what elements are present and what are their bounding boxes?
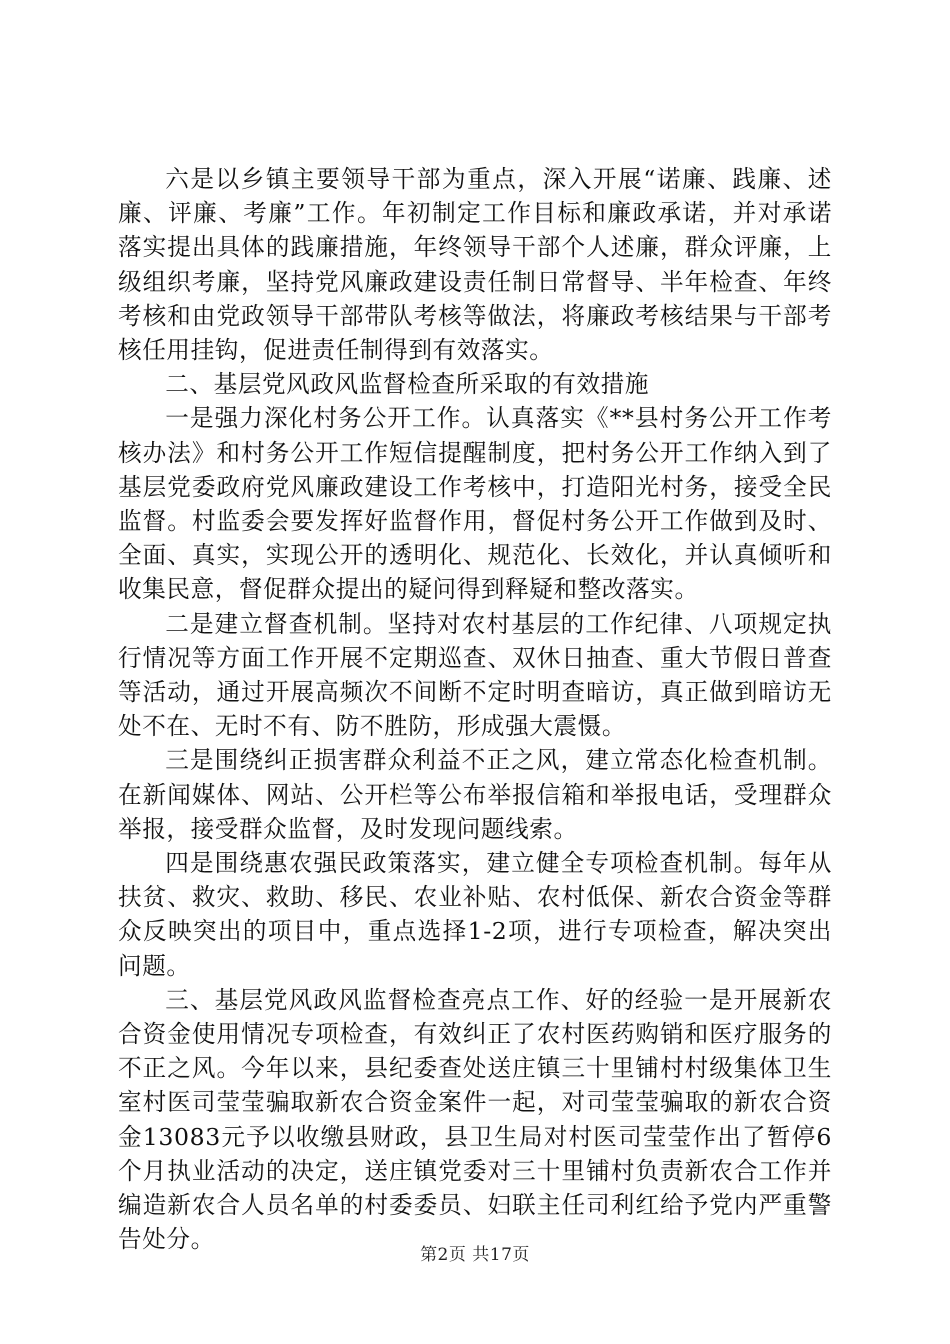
document-body [118, 162, 832, 1257]
paragraph-normalized-inspection: 三是围绕纠正损害群众利益不正之风，建立常态化检查机制。在新闻媒体、网站、公开栏等公布举报信箱和举报电话，受理群众举报，接受群众监督，及时发现问题线索。 [118, 746, 832, 843]
paragraph-village-affairs-openness: 一是强力深化村务公开工作。认真落实《**县村务公开工作考核办法》和村务公开工作短信提醒制度，把村务公开工作纳入到了基层党委政府党风廉政建设工作考核中，打造阳光村务，接受全民监督。村监委会要发挥好监督作用，督促村务公开工作做到及时、全面、真实，实现公开的透明化、规范化、长效化，并认真倾听和收集民意，督促群众提出的疑问得到释疑和整改落实。 [118, 404, 832, 604]
paragraph-highlights-experience: 三、基层党风政风监督检查亮点工作、好的经验一是开展新农合资金使用情况专项检查，有效纠正了农村医药购销和医疗服务的不正之风。今年以来，县纪委查处送庄镇三十里铺村村级集体卫生室村医司莹莹骗取新农合资金案件一起，对司莹莹骗取的新农合资金13083元予以收缴县财政，县卫生局对村医司莹莹作出了暂停6个月执业活动的决定，送庄镇党委对三十里铺村负责新农合工作并编造新农合人员名单的村委委员、妇联主任司利红给予党内严重警告处分。 [118, 985, 832, 1254]
paragraph-six-honesty-work: 六是以乡镇主要领导干部为重点，深入开展“诺廉、践廉、述廉、评廉、考廉”工作。年初制定工作目标和廉政承诺，并对承诺落实提出具体的践廉措施，年终领导干部个人述廉，群众评廉，上级组织考廉，坚持党风廉政建设责任制日常督导、半年检查、年终考核和由党政领导干部带队考核等做法，将廉政考核结果与干部考核任用挂钩，促进责任制得到有效落实。 [118, 165, 832, 365]
page-number-footer: 第2页 共17页 [420, 1245, 530, 1265]
paragraph-inspection-mechanism: 二是建立督查机制。坚持对农村基层的工作纪律、八项规定执行情况等方面工作开展不定期巡查、双休日抽查、重大节假日普查等活动，通过开展高频次不间断不定时明查暗访，真正做到暗访无处不在、无时不有、防不胜防，形成强大震慑。 [118, 609, 832, 741]
section-heading-effective-measures: 二、基层党风政风监督检查所采取的有效措施 [165, 370, 650, 399]
paragraph-special-inspection: 四是围绕惠农强民政策落实，建立健全专项检查机制。每年从扶贫、救灾、救助、移民、农业补贴、农村低保、新农合资金等群众反映突出的项目中，重点选择1-2项，进行专项检查，解决突出问题。 [118, 849, 832, 980]
